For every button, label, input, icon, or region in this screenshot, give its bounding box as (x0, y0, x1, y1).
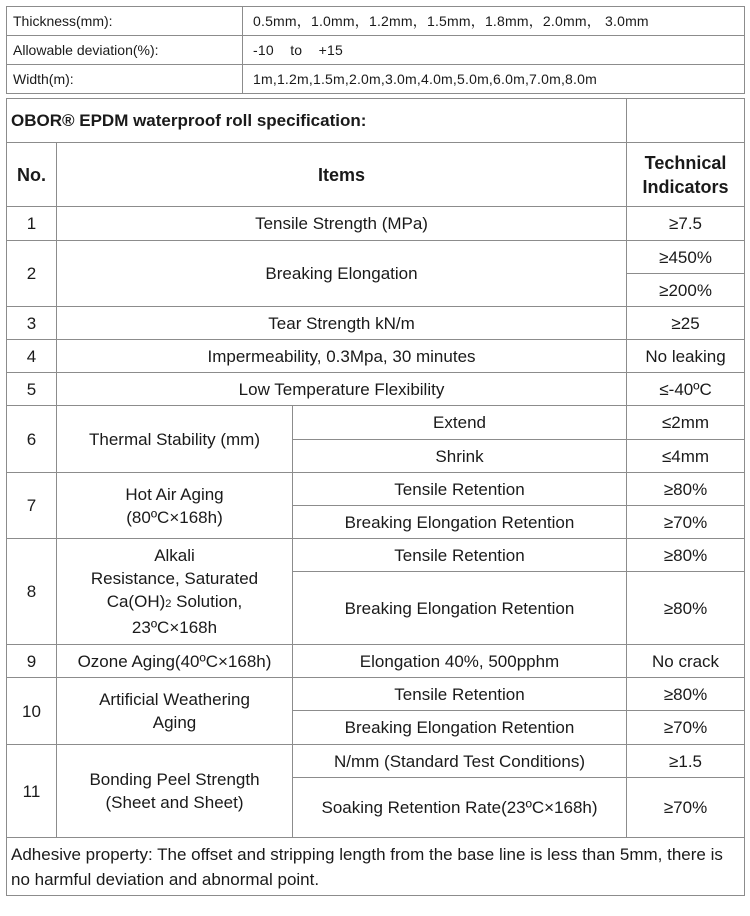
row-item-line (57, 590, 292, 616)
row-item-line: Alkali (154, 546, 195, 565)
row-no: 5 (7, 373, 57, 406)
row-sub-item: Soaking Retention Rate(23ºC×168h) (293, 778, 627, 838)
row-no: 9 (7, 645, 57, 678)
deviation-label: Allowable deviation(%): (7, 36, 243, 65)
row-item-line: 23ºC×168h (131, 618, 218, 637)
col-no-header: No. (7, 143, 57, 207)
row-item (57, 539, 293, 645)
thickness-label: Thickness(mm): (7, 7, 243, 36)
row-sub-item: Shrink (293, 440, 627, 473)
row-item-line: Artificial Weathering (99, 690, 250, 709)
row-value: ≥70% (627, 711, 745, 745)
row-item: Tensile Strength (MPa) (57, 207, 627, 241)
row-value: ≥80% (627, 539, 745, 572)
row-value: ≤4mm (627, 440, 745, 473)
row-value: ≤2mm (627, 406, 745, 440)
table-row (7, 307, 745, 340)
row-item-line: (80ºC×168h) (126, 507, 223, 527)
row-value: ≥200% (627, 274, 745, 307)
row-item: Breaking Elongation (57, 241, 627, 307)
width-row (7, 65, 745, 94)
table-row (7, 539, 745, 572)
row-value: ≥80% (627, 473, 745, 506)
spec-title: OBOR® EPDM waterproof roll specification: (7, 99, 627, 143)
row-no: 3 (7, 307, 57, 340)
row-no: 1 (7, 207, 57, 241)
row-value: ≥80% (627, 678, 745, 711)
row-item (57, 745, 293, 838)
row-value: ≥70% (627, 778, 745, 838)
row-no: 7 (7, 473, 57, 539)
row-sub-item: Tensile Retention (293, 539, 627, 572)
note-row (7, 838, 745, 896)
row-no: 4 (7, 340, 57, 373)
row-item-line: Resistance, Saturated (90, 569, 259, 588)
width-value: 1m,1.2m,1.5m,2.0m,3.0m,4.0m,5.0m,6.0m,7.0m,8.0m (243, 65, 745, 94)
spec-table (6, 98, 745, 896)
row-item (57, 473, 293, 539)
table-row (7, 207, 745, 241)
table-row (7, 340, 745, 373)
row-value: ≥25 (627, 307, 745, 340)
row-sub-item: Breaking Elongation Retention (293, 711, 627, 745)
row-no: 2 (7, 241, 57, 307)
row-value: No crack (627, 645, 745, 678)
row-sub-item: Extend (293, 406, 627, 440)
row-value: ≥450% (627, 241, 745, 274)
row-item-line: Hot Air Aging (125, 484, 224, 504)
row-sub-item: Elongation 40%, 500pphm (293, 645, 627, 678)
deviation-value: -10 to +15 (243, 36, 745, 65)
row-no: 10 (7, 678, 57, 745)
header-info-table (6, 6, 745, 94)
row-no: 8 (7, 539, 57, 645)
row-item-line: Bonding Peel Strength (89, 770, 260, 789)
row-sub-item: Tensile Retention (293, 678, 627, 711)
row-item-line: Aging (152, 713, 197, 732)
row-sub-item: Breaking Elongation Retention (293, 506, 627, 539)
row-item (57, 678, 293, 745)
row-item: Low Temperature Flexibility (57, 373, 627, 406)
row-sub-item: N/mm (Standard Test Conditions) (293, 745, 627, 778)
row-no: 11 (7, 745, 57, 838)
table-row (7, 473, 745, 506)
width-label: Width(m): (7, 65, 243, 94)
table-row (7, 406, 745, 440)
row-sub-item: Breaking Elongation Retention (293, 572, 627, 645)
row-item: Tear Strength kN/m (57, 307, 627, 340)
deviation-row (7, 36, 745, 65)
spec-title-blank (627, 99, 745, 143)
adhesive-note: Adhesive property: The offset and stripping length from the base line is less than 5mm, there is no harmful deviation and abnormal point. (7, 838, 745, 896)
row-value: ≤-40ºC (627, 373, 745, 406)
thickness-row (7, 7, 745, 36)
col-items-header: Items (57, 143, 627, 207)
row-value: ≥7.5 (627, 207, 745, 241)
chem-formula: Ca(OH) (106, 592, 166, 611)
row-value: ≥1.5 (627, 745, 745, 778)
table-row (7, 645, 745, 678)
spec-title-row (7, 99, 745, 143)
row-value: No leaking (627, 340, 745, 373)
row-value: ≥80% (627, 572, 745, 645)
table-row (7, 678, 745, 711)
column-header-row (7, 143, 745, 207)
row-item: Impermeability, 0.3Mpa, 30 minutes (57, 340, 627, 373)
col-indicators-header: Technical Indicators (627, 143, 745, 207)
row-no: 6 (7, 406, 57, 473)
row-value: ≥70% (627, 506, 745, 539)
row-item: Thermal Stability (mm) (57, 406, 293, 473)
thickness-value: 0.5mm，1.0mm，1.2mm，1.5mm，1.8mm，2.0mm， 3.0mm (243, 7, 745, 36)
chem-subscript: 2 (165, 598, 172, 610)
chem-suffix: Solution, (171, 592, 243, 611)
row-item-line: (Sheet and Sheet) (105, 793, 244, 812)
row-sub-item: Tensile Retention (293, 473, 627, 506)
table-row (7, 745, 745, 778)
row-item: Ozone Aging(40ºC×168h) (57, 645, 293, 678)
table-row (7, 373, 745, 406)
table-row (7, 241, 745, 274)
